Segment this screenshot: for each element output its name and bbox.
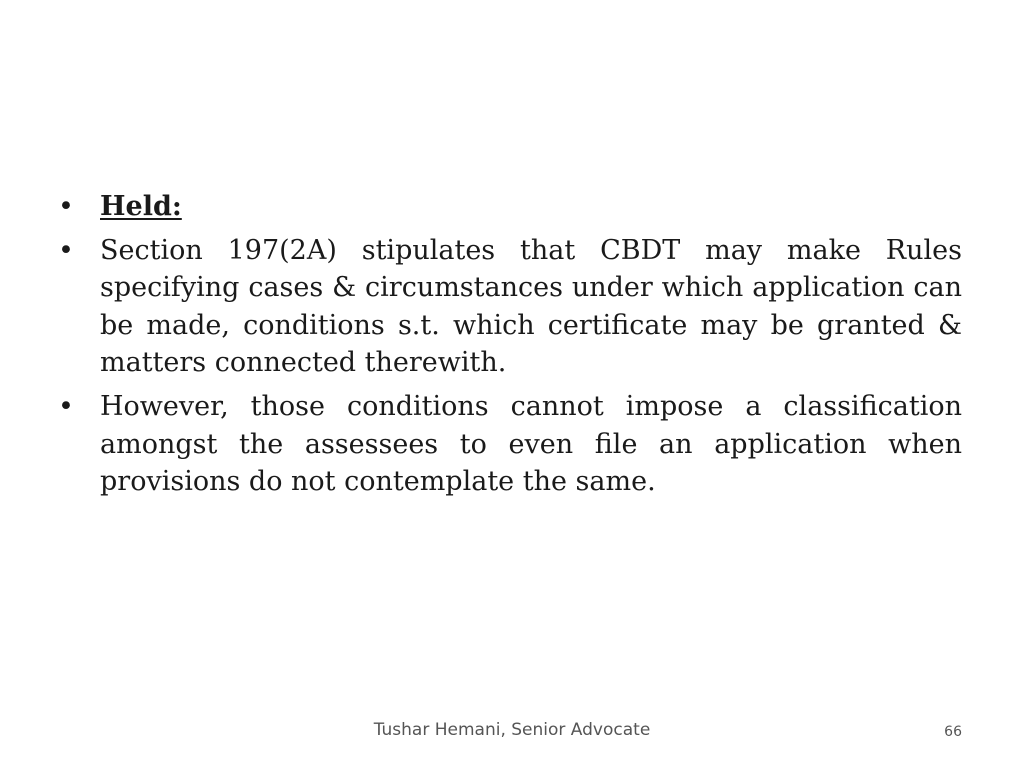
slide-body <box>58 188 962 501</box>
bullet-dot: • <box>58 191 74 222</box>
bullet-held <box>58 188 962 226</box>
bullet-however <box>58 388 962 501</box>
bullet-dot: • <box>58 390 74 422</box>
page-number: 66 <box>944 724 962 740</box>
footer-author: Tushar Hemani, Senior Advocate <box>373 720 651 740</box>
bullet-text: Section 197(2A) stipulates that CBDT may make Rules specifying cases & circumstances under which application can be made, conditions s.t. which certificate may be granted & matters connected therewith. <box>100 234 962 379</box>
bullet-text: However, those conditions cannot impose a classification amongst the assessees to even file an application when provisions do not contemplate the same. <box>100 390 962 498</box>
bullet-section-197 <box>58 232 962 382</box>
bullet-dot: • <box>58 234 74 266</box>
held-heading: Held: <box>100 191 182 222</box>
